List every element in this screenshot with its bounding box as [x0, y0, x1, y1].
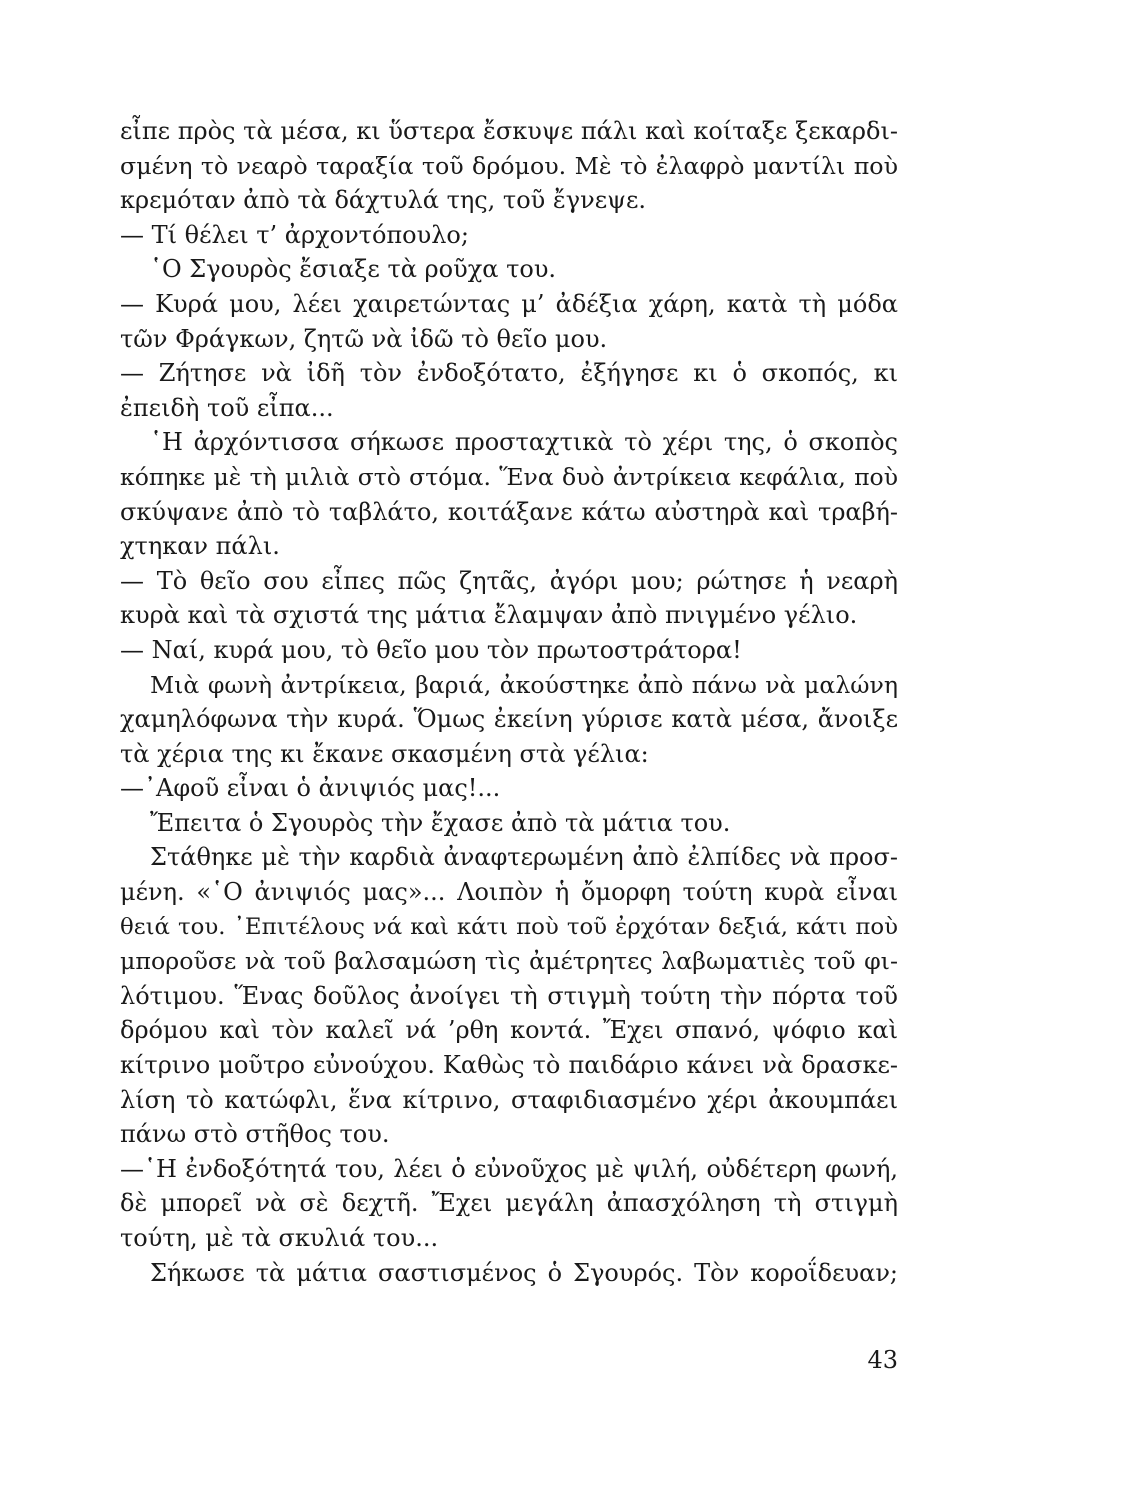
- text-line: — Ναί, κυρά μου, τὸ θεῖο μου τὸν πρωτοστράτορα!: [120, 635, 742, 664]
- text-line: τούτη, μὲ τὰ σκυλιά του...: [120, 1224, 439, 1252]
- text-line: χτηκαν πάλι.: [120, 532, 280, 561]
- text-line: εἶπε πρὸς τὰ μέσα, κι ὕστερα ἔσκυψε πάλι καὶ κοίταξε ξεκαρδι-: [120, 117, 898, 145]
- text-line: χαμηλόφωνα τὴν κυρά. Ὅμως ἐκείνη γύρισε κατὰ μέσα, ἄνοιξε: [120, 705, 898, 734]
- text-line: μποροῦσε νὰ τοῦ βαλσαμώση τὶς ἀμέτρητες λαβωματιὲς τοῦ φι-: [120, 947, 898, 976]
- text-line: λίση τὸ κατώφλι, ἕνα κίτρινο, σταφιδιασμένο χέρι ἀκουμπάει: [120, 1085, 898, 1114]
- text-line: μένη. «῾Ο ἀνιψιός μας»... Λοιπὸν ἡ ὄμορφη τούτη κυρὰ εἶναι: [120, 878, 898, 907]
- text-line: κρεμόταν ἀπὸ τὰ δάχτυλά της, τοῦ ἔγνεψε.: [120, 186, 647, 215]
- text-line: — Κυρά μου, λέει χαιρετώντας μ’ ἀδέξια χάρη, κατὰ τὴ μόδα: [120, 289, 898, 318]
- text-line: κίτρινο μοῦτρο εὐνούχου. Καθὼς τὸ παιδάριο κάνει νὰ δρασκε-: [120, 1051, 898, 1080]
- text-line: τῶν Φράγκων, ζητῶ νὰ ἰδῶ τὸ θεῖο μου.: [120, 324, 608, 353]
- text-line: — Ζήτησε νὰ ἰδῆ τὸν ἐνδοξότατο, ἐξήγησε κι ὁ σκοπός, κι: [120, 359, 898, 388]
- text-line: δὲ μπορεῖ νὰ σὲ δεχτῆ. Ἔχει μεγάλη ἀπασχόληση τὴ στιγμὴ: [120, 1189, 898, 1218]
- text-line: — Τί θέλει τ’ ἀρχοντόπουλο;: [120, 220, 469, 249]
- text-line: θειά του. ᾿Επιτέλους νά καὶ κάτι ποὺ τοῦ ἐρχόταν δεξιά, κάτι ποὺ: [120, 913, 898, 940]
- text-line: δρόμου καὶ τὸν καλεῖ νά ’ρθη κοντά. Ἔχει σπανό, ψόφιο καὶ: [120, 1016, 898, 1045]
- text-line: ῾Η ἀρχόντισσα σήκωσε προσταχτικὰ τὸ χέρι της, ὁ σκοπὸς: [150, 428, 898, 457]
- text-line: —᾿Αφοῦ εἶναι ὁ ἀνιψιός μας!...: [120, 774, 501, 803]
- text-line: Σήκωσε τὰ μάτια σαστισμένος ὁ Σγουρός. Τὸν κοροΐδευαν;: [150, 1258, 898, 1287]
- text-line: πάνω στὸ στῆθος του.: [120, 1120, 390, 1149]
- text-line: τὰ χέρια της κι ἔκανε σκασμένη στὰ γέλια:: [120, 739, 649, 768]
- text-line: —῾Η ἐνδοξότητά του, λέει ὁ εὐνοῦχος μὲ ψιλή, οὐδέτερη φωνή,: [120, 1154, 898, 1183]
- text-line: — Τὸ θεῖο σου εἶπες πῶς ζητᾶς, ἀγόρι μου; ρώτησε ἡ νεαρὴ: [120, 566, 898, 595]
- text-line: κόπηκε μὲ τὴ μιλιὰ στὸ στόμα. Ἕνα δυὸ ἀντρίκεια κεφάλια, ποὺ: [120, 462, 898, 491]
- text-line: σκύψανε ἀπὸ τὸ ταβλάτο, κοιτάξανε κάτω αὐστηρὰ καὶ τραβή-: [120, 497, 898, 526]
- text-line: Ἔπειτα ὁ Σγουρὸς τὴν ἔχασε ἀπὸ τὰ μάτια του.: [150, 808, 731, 837]
- text-line: λότιμου. Ἕνας δοῦλος ἀνοίγει τὴ στιγμὴ τούτη τὴν πόρτα τοῦ: [120, 981, 898, 1010]
- text-line: ἐπειδὴ τοῦ εἶπα...: [120, 393, 334, 422]
- body-text: [120, 114, 898, 1290]
- page-number: 43: [867, 1346, 898, 1374]
- text-line: Στάθηκε μὲ τὴν καρδιὰ ἀναφτερωμένη ἀπὸ ἐλπίδες νὰ προσ-: [150, 843, 898, 872]
- text-line: σμένη τὸ νεαρὸ ταραξία τοῦ δρόμου. Μὲ τὸ ἐλαφρὸ μαντίλι ποὺ: [120, 151, 898, 180]
- text-line: κυρὰ καὶ τὰ σχιστά της μάτια ἔλαμψαν ἀπὸ πνιγμένο γέλιο.: [120, 601, 858, 630]
- text-line: Μιὰ φωνὴ ἀντρίκεια, βαριά, ἀκούστηκε ἀπὸ πάνω νὰ μαλώνη: [150, 670, 898, 699]
- text-line: ῾Ο Σγουρὸς ἔσιαξε τὰ ροῦχα του.: [150, 255, 557, 284]
